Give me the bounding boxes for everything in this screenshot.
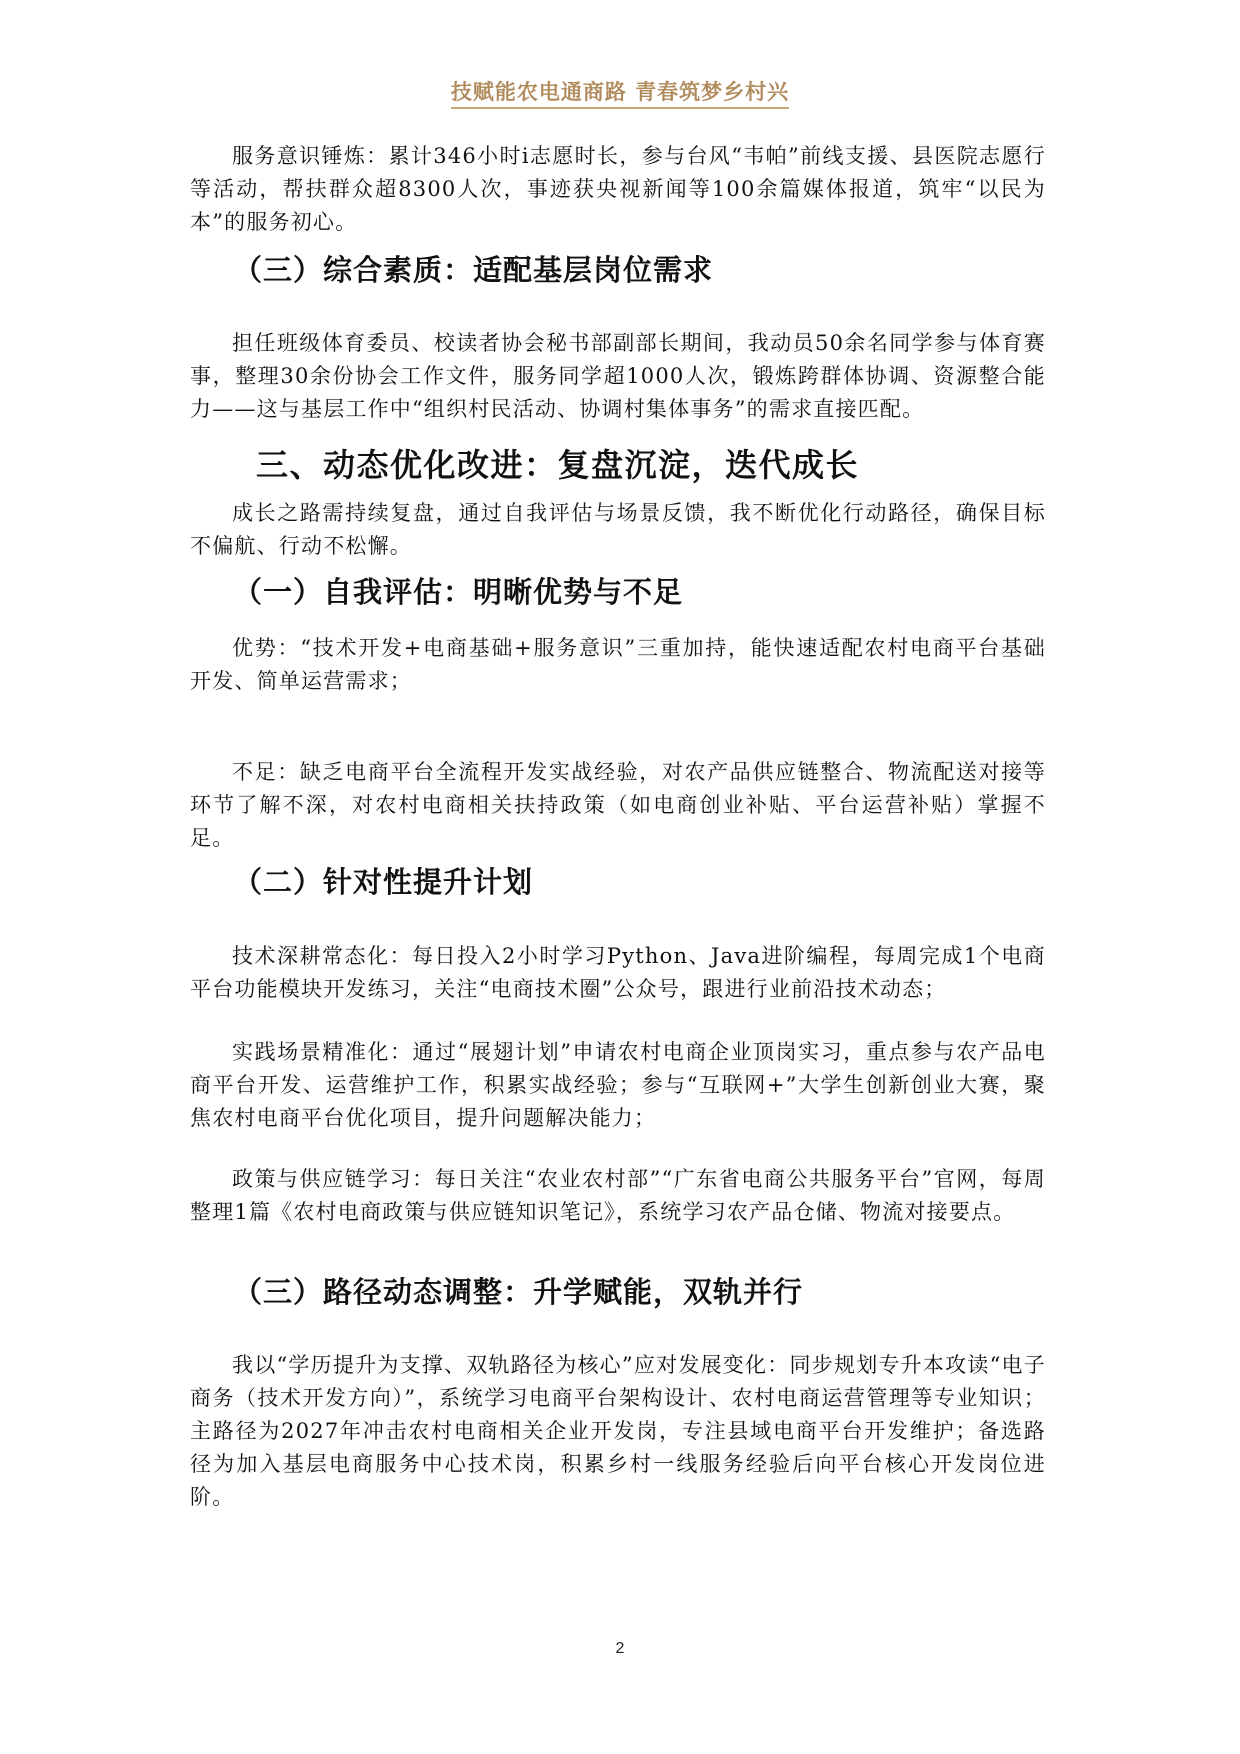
heading-quality (233, 250, 1089, 290)
paragraph-section-3-intro-text: 成长之路需持续复盘，通过自我评估与场景反馈，我不断优化行动路径，确保目标不偏航、行动不松懈。 (190, 501, 1046, 558)
paragraph-tech-text: 技术深耕常态化：每日投入2小时学习Python、Java进阶编程，每周完成1个电商平台功能模块开发练习，关注“电商技术圈”公众号，跟进行业前沿技术动态； (190, 944, 1046, 1001)
heading-self-evaluation-text: （一）自我评估：明晰优势与不足 (233, 575, 684, 609)
heading-path (233, 1272, 1089, 1312)
paragraph-policy (190, 1163, 1046, 1229)
paragraph-weakness-text: 不足：缺乏电商平台全流程开发实战经验，对农产品供应链整合、物流配送对接等环节了解不深，对农村电商相关扶持政策（如电商创业补贴、平台运营补贴）掌握不足。 (190, 760, 1046, 850)
paragraph-quality-text: 担任班级体育委员、校读者协会秘书部副部长期间，我动员50余名同学参与体育赛事，整理30余份协会工作文件，服务同学超1000人次，锻炼跨群体协调、资源整合能力——这与基层工作中“组织村民活动、协调村集体事务”的需求直接匹配。 (190, 331, 1046, 421)
paragraph-tech (190, 940, 1046, 1006)
heading-section-3-text: 三、动态优化改进：复盘沉淀，迭代成长 (256, 446, 860, 484)
heading-plan (233, 862, 1089, 902)
paragraph-strength-text: 优势：“技术开发+电商基础+服务意识”三重加持，能快速适配农村电商平台基础开发、简单运营需求； (190, 636, 1046, 693)
header-title: 技赋能农电通商路 青春筑梦乡村兴 (451, 80, 789, 109)
paragraph-section-3-intro (190, 497, 1046, 563)
paragraph-service (190, 140, 1046, 239)
heading-quality-text: （三）综合素质：适配基层岗位需求 (233, 253, 714, 287)
heading-section-3 (256, 443, 1112, 487)
paragraph-practice (190, 1036, 1046, 1135)
paragraph-policy-text: 政策与供应链学习：每日关注“农业农村部”“广东省电商公共服务平台”官网，每周整理1篇《农村电商政策与供应链知识笔记》，系统学习农产品仓储、物流对接要点。 (190, 1167, 1046, 1224)
paragraph-strength (190, 632, 1046, 698)
heading-path-text: （三）路径动态调整：升学赋能，双轨并行 (233, 1275, 804, 1309)
heading-self-evaluation (233, 572, 1089, 612)
paragraph-path (190, 1349, 1046, 1514)
paragraph-practice-text: 实践场景精准化：通过“展翅计划”申请农村电商企业顶岗实习，重点参与农产品电商平台开发、运营维护工作，积累实战经验；参与“互联网+”大学生创新创业大赛，聚焦农村电商平台优化项目，提升问题解决能力； (190, 1040, 1046, 1130)
paragraph-path-text: 我以“学历提升为支撑、双轨路径为核心”应对发展变化：同步规划专升本攻读“电子商务（技术开发方向）”，系统学习电商平台架构设计、农村电商运营管理等专业知识；主路径为2027年冲击农村电商相关企业开发岗，专注县域电商平台开发维护；备选路径为加入基层电商服务中心技术岗，积累乡村一线服务经验后向平台核心开发岗位进阶。 (190, 1353, 1046, 1509)
page-number: 2 (615, 1640, 625, 1657)
paragraph-service-text: 服务意识锤炼：累计346小时i志愿时长，参与台风“韦帕”前线支援、县医院志愿行等活动，帮扶群众超8300人次，事迹获央视新闻等100余篇媒体报道，筑牢“以民为本”的服务初心。 (190, 144, 1046, 234)
paragraph-quality (190, 327, 1046, 426)
heading-plan-text: （二）针对性提升计划 (233, 865, 534, 899)
page-header (0, 76, 1240, 106)
paragraph-weakness (190, 756, 1046, 855)
